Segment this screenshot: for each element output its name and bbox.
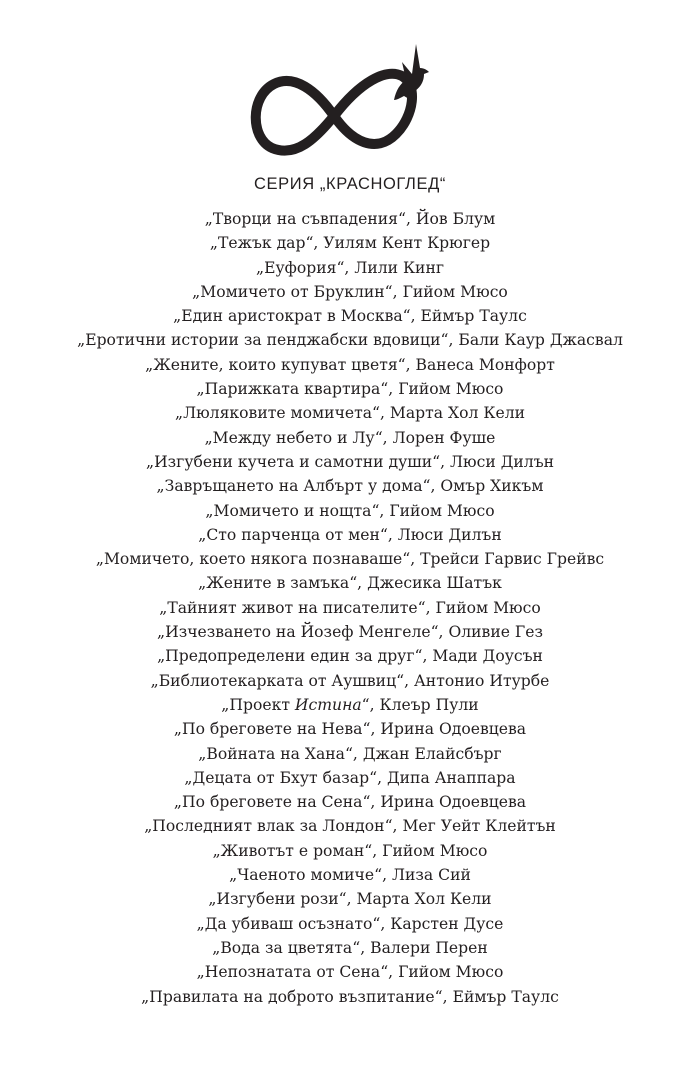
book-entry: „Вода за цветята“, Валери Перен [212, 938, 488, 957]
book-entry: „Изгубени кучета и самотни души“, Люси Дилън [145, 452, 555, 471]
book-author: Джесика Шатък [367, 574, 502, 593]
book-title: Момичето, което някога познаваше [103, 550, 403, 569]
book-entry: „По бреговете на Сена“, Ирина Одоевцева [173, 793, 527, 812]
book-entry: „Сто парченца от мен“, Люси Дилън [198, 525, 502, 544]
book-entry: „Момичето, което някога познаваше“, Трейси Гарвис Грейвс [95, 550, 605, 569]
book-author: Дипа Анаппара [386, 768, 516, 787]
infinity-loop-icon [256, 74, 412, 151]
book-author: Уилям Кент Крюгер [323, 234, 491, 253]
book-title: Жените в замъка [206, 574, 350, 593]
book-entry: „Предопределени един за друг“, Мади Доусън [157, 647, 543, 666]
book-title: Непознатата от Сена [204, 963, 381, 982]
book-author: Ирина Одоевцева [380, 793, 527, 812]
book-author: Марта Хол Кели [389, 404, 525, 423]
book-author: Оливие Гез [448, 623, 543, 642]
book-entry: „Децата от Бхут базар“, Дипа Анаппара [184, 768, 516, 787]
series-title: СЕРИЯ „КРАСНОГЛЕД“ [254, 175, 446, 193]
book-title: Сто парченца от мен [206, 525, 380, 544]
book-title: Момичето от Бруклин [200, 282, 385, 301]
book-entry: „Изчезването на Йозеф Менгеле“, Оливие Гез [157, 623, 543, 642]
book-entry: „Еротични истории за пенджабски вдовици“, Бали Каур Джасвал [77, 331, 623, 350]
book-author: Ванеса Монфорт [415, 355, 555, 374]
book-entry: „Момичето от Бруклин“, Гийом Мюсо [192, 282, 508, 301]
book-entry: „Жените в замъка“, Джесика Шатък [198, 574, 502, 593]
book-entry: „Библиотекарката от Аушвиц“, Антонио Итурбе [150, 671, 550, 690]
book-title: Изгубени рози [216, 890, 339, 909]
book-author: Гийом Мюсо [398, 963, 504, 982]
book-title: Еротични истории за пенджабски вдовици [85, 331, 441, 350]
book-title: Изчезването на Йозеф Менгеле [165, 623, 431, 642]
book-title: Вода за цветята [220, 938, 353, 957]
book-author: Клеър Пули [379, 695, 479, 714]
book-entry: „Един аристократ в Москва“, Еймър Таулс [173, 307, 527, 326]
book-entry: „Чаеното момиче“, Лиза Сий [229, 866, 471, 885]
book-entry: „Люляковите момичета“, Марта Хол Кели [174, 404, 525, 423]
book-title: Проект [229, 695, 295, 714]
book-author: Мег Уейт Клейтън [402, 817, 556, 836]
book-author: Гийом Мюсо [398, 380, 504, 399]
book-title: Правилата на доброто възпитание [149, 987, 435, 1006]
book-entry: „Последният влак за Лондон“, Мег Уейт Клейтън [144, 817, 556, 836]
book-title: Чаеното момиче [237, 866, 375, 885]
book-entry: „Правилата на доброто възпитание“, Еймър Таулс [141, 987, 559, 1006]
book-title: Последният влак за Лондон [152, 817, 385, 836]
book-entry: „Тежък дар“, Уилям Кент Крюгер [209, 234, 491, 253]
book-author: Гийом Мюсо [435, 598, 541, 617]
book-title: По бреговете на Сена [182, 793, 363, 812]
book-entry: „Еуфория“, Лили Кинг [255, 258, 445, 277]
book-title: Люляковите момичета [183, 404, 373, 423]
book-author: Йов Блум [415, 210, 496, 228]
book-title: Творци на съвпадения [212, 210, 398, 228]
book-title: Тайният живот на писателите [167, 598, 418, 617]
book-author: Ирина Одоевцева [380, 720, 527, 739]
book-entry: „Животът е роман“, Гийом Мюсо [212, 841, 488, 860]
book-author: Еймър Таулс [452, 987, 559, 1006]
book-title: Между небето и Лу [212, 428, 375, 447]
book-title: Момичето и нощта [213, 501, 372, 520]
book-author: Лили Кинг [354, 258, 445, 277]
book-entry: „Изгубени рози“, Марта Хол Кели [208, 890, 492, 909]
book-title: Децата от Бхут базар [192, 768, 370, 787]
book-entry: „Проект Истина“, Клеър Пули [221, 695, 479, 714]
book-author: Люси Дилън [450, 452, 555, 471]
book-title: По бреговете на Нева [181, 720, 363, 739]
book-author: Марта Хол Кели [356, 890, 492, 909]
book-entry: „Жените, които купуват цветя“, Ванеса Монфорт [145, 355, 555, 374]
book-author: Гийом Мюсо [402, 282, 508, 301]
book-author: Омър Хикъм [440, 477, 544, 496]
book-author: Трейси Гарвис Грейвс [420, 550, 605, 569]
book-title: Един аристократ в Москва [181, 307, 403, 326]
book-author: Джан Елайсбърг [362, 744, 502, 763]
book-title: Войната на Хана [206, 744, 345, 763]
book-title: Парижката квартира [204, 380, 381, 399]
book-author: Люси Дилън [397, 525, 502, 544]
book-title: Предопределени един за друг [165, 647, 415, 666]
book-title: Изгубени кучета и самотни души [154, 452, 433, 471]
book-entry: „Непознатата от Сена“, Гийом Мюсо [196, 963, 504, 982]
book-author: Антонио Итурбе [414, 671, 550, 690]
book-author: Валери Перен [370, 938, 488, 957]
book-title: Еуфория [264, 258, 337, 277]
book-author: Карстен Дусе [390, 914, 504, 933]
book-author: Бали Каур Джасвал [458, 331, 623, 350]
book-author: Мади Доусън [432, 647, 543, 666]
book-entry: „Тайният живот на писателите“, Гийом Мюсо [159, 598, 541, 617]
book-entry: „Войната на Хана“, Джан Елайсбърг [198, 744, 502, 763]
infinity-bird-logo-icon [236, 38, 432, 166]
book-title: Жените, които купуват цветя [153, 355, 398, 374]
book-author: Лорен Фуше [392, 428, 496, 447]
book-entry: „Творци на съвпадения“, Йов Блум [204, 210, 496, 228]
book-title: Завръщането на Албърт у дома [164, 477, 423, 496]
book-title: Тежък дар [217, 234, 306, 253]
book-entry: „Завръщането на Албърт у дома“, Омър Хикъм [156, 477, 544, 496]
book-list [0, 207, 700, 1009]
book-title-italic: Истина [294, 695, 362, 714]
book-title: Библиотекарката от Аушвиц [158, 671, 397, 690]
book-author: Лиза Сий [392, 866, 471, 885]
book-author: Гийом Мюсо [389, 501, 495, 520]
book-title: Да убиваш осъзнато [204, 914, 373, 933]
book-entry: „Парижката квартира“, Гийом Мюсо [196, 380, 504, 399]
book-title: Животът е роман [220, 841, 365, 860]
book-entry: „Между небето и Лу“, Лорен Фуше [204, 428, 496, 447]
book-entry: „Да убиваш осъзнато“, Карстен Дусе [196, 914, 504, 933]
book-entry: „Момичето и нощта“, Гийом Мюсо [205, 501, 495, 520]
book-author: Еймър Таулс [420, 307, 527, 326]
book-entry: „По бреговете на Нева“, Ирина Одоевцева [173, 720, 527, 739]
book-author: Гийом Мюсо [382, 841, 488, 860]
